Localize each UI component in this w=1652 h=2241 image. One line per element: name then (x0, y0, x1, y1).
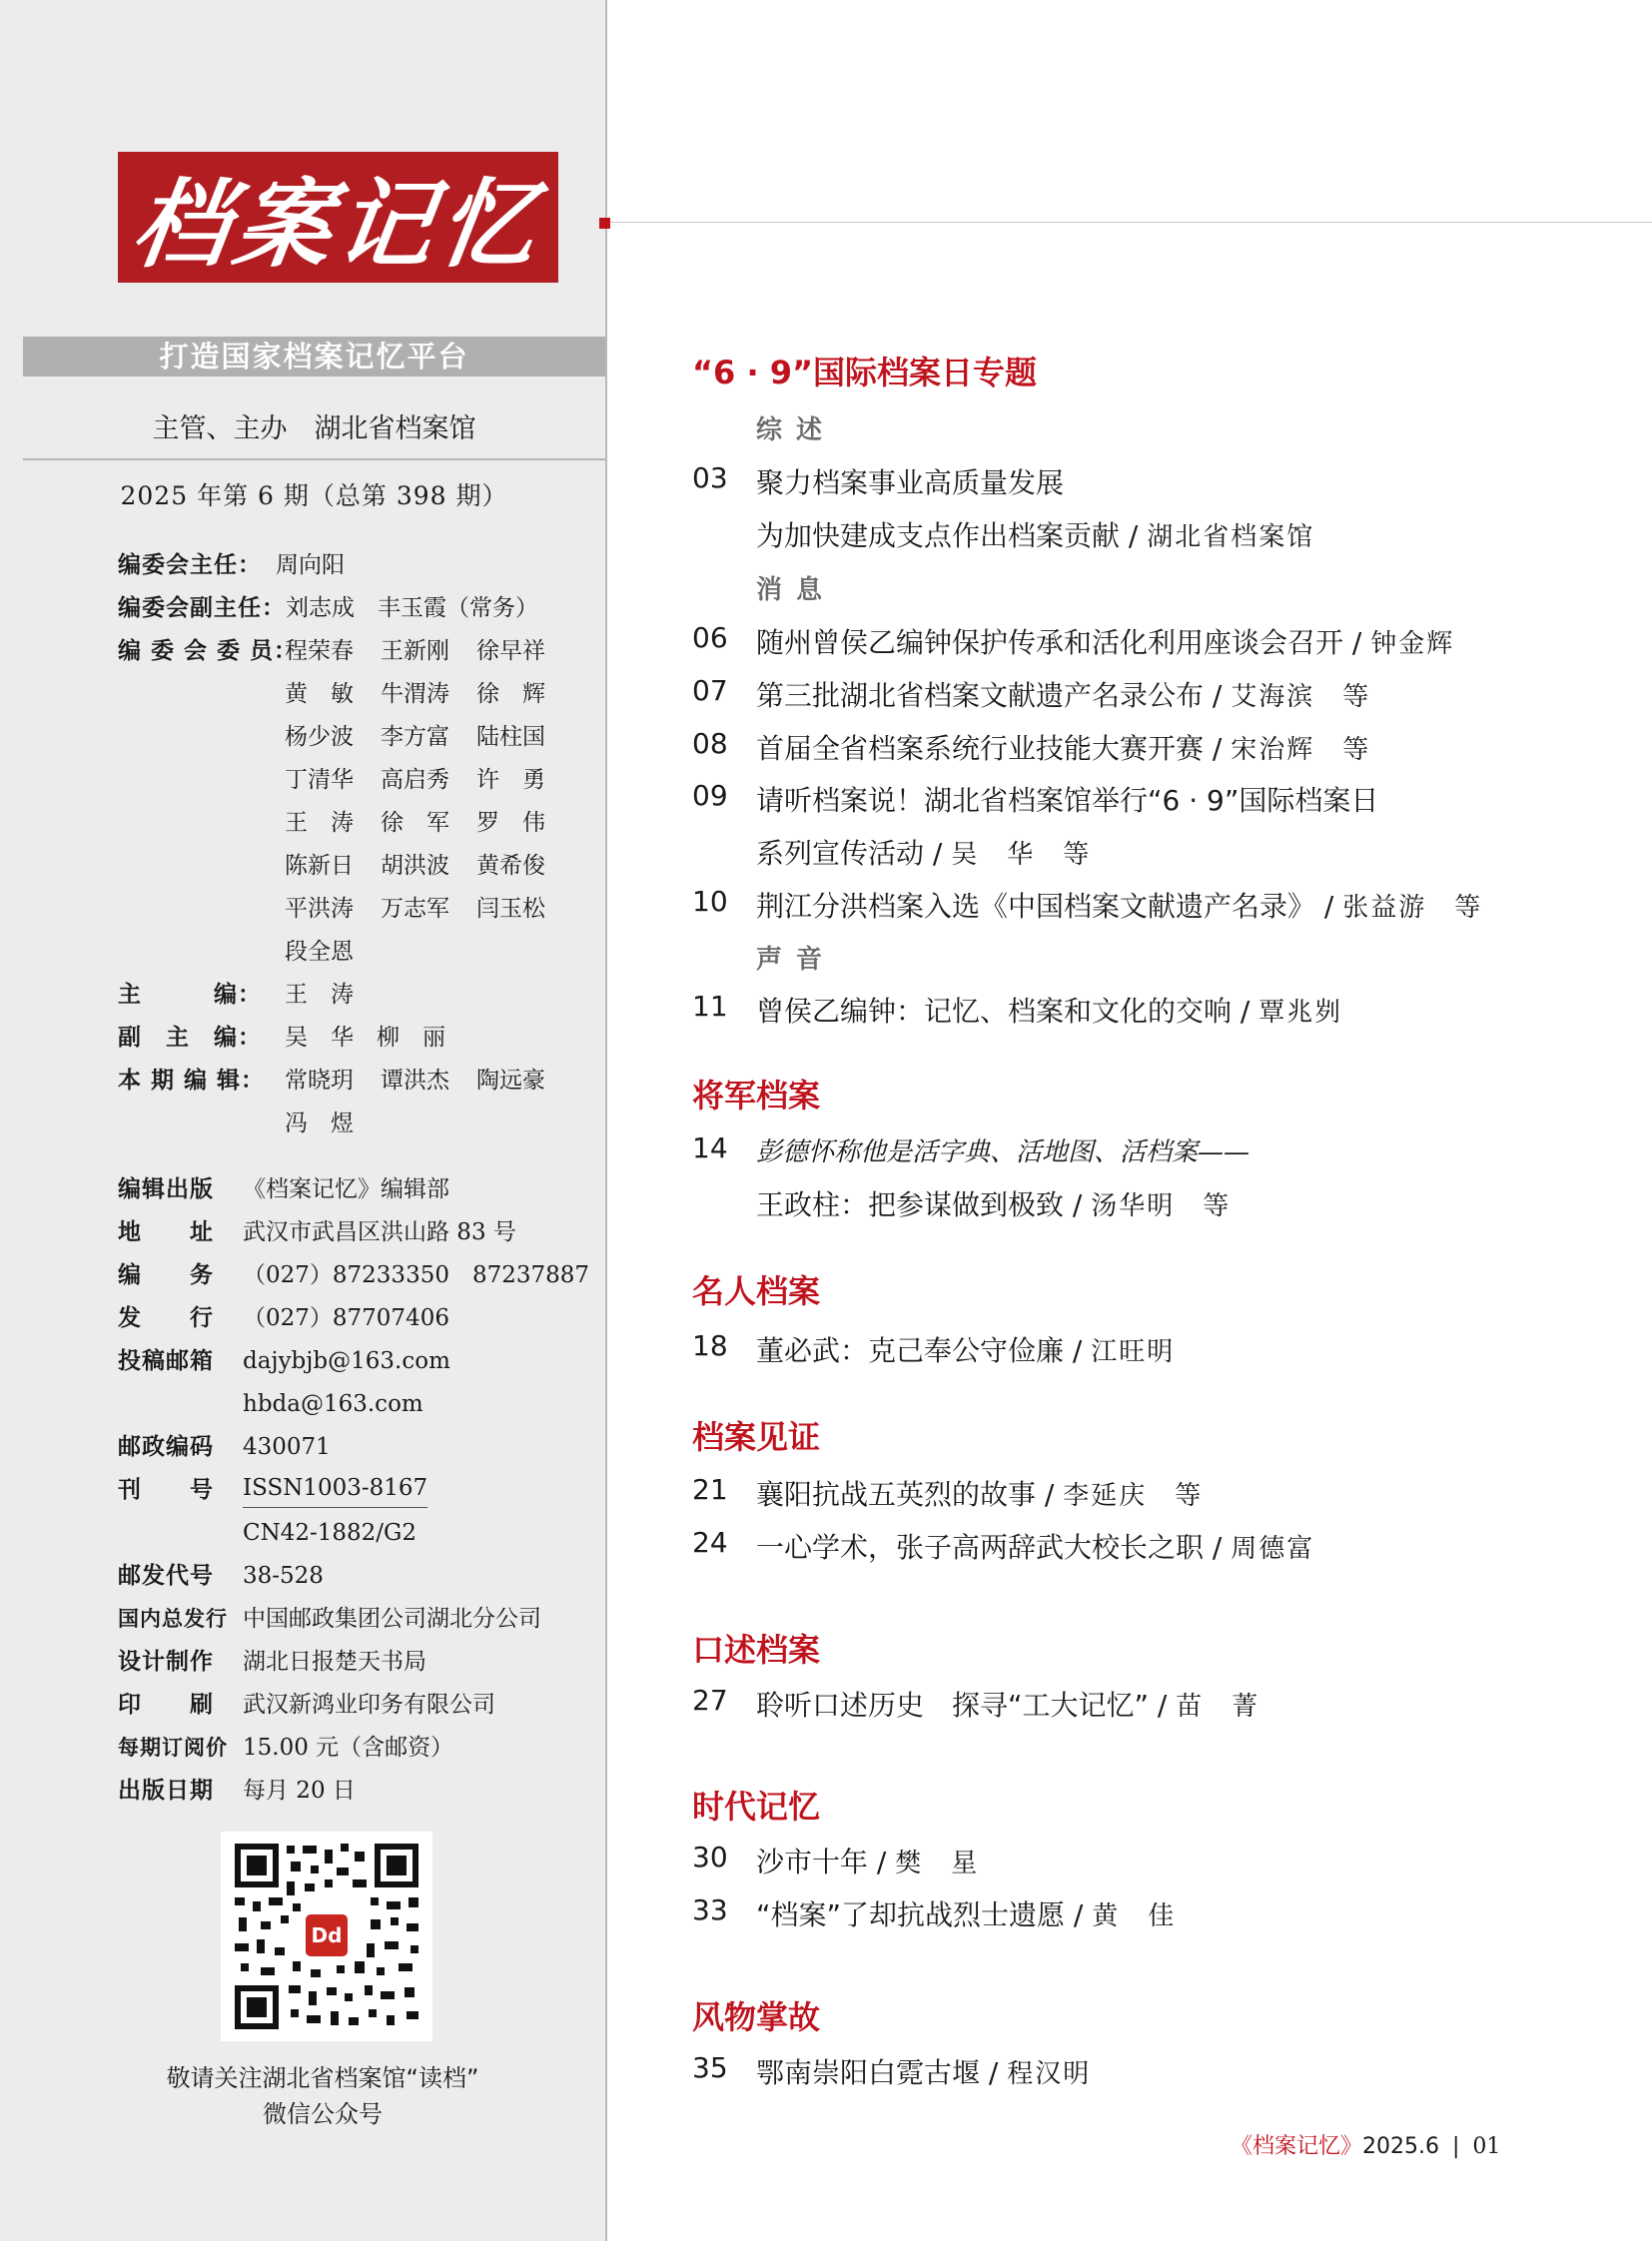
member-name: 平洪涛 (285, 896, 354, 922)
member-name: 高启秀 (381, 767, 449, 793)
toc-subsection: 消息 (756, 575, 837, 605)
toc-section-title: 时代记忆 (692, 1788, 821, 1826)
footer-magazine: 《档案记忆》 (1231, 2134, 1363, 2159)
issue-number: 2025 年第 6 期（总第 398 期） (120, 481, 508, 510)
member-name: 王新刚 (381, 638, 449, 664)
member-name: 罗 伟 (476, 810, 545, 836)
sponsor-divider (23, 458, 605, 460)
member-name: 徐早祥 (476, 638, 545, 664)
toc-section-title: 风物掌故 (692, 1998, 821, 2036)
footer-separator: | (1452, 2134, 1460, 2159)
member-name: 徐 辉 (476, 681, 545, 707)
header-rule (607, 222, 1652, 223)
editorial-members: 编 委 会 委 员： 程荣春 王新刚 徐早祥 黄 敏 牛渭涛 徐 辉 杨少波 李方富 陆柱国 丁清华 高启秀 许 勇 王 涛 徐 军 罗 伟 陈新日 胡洪波 黄希俊 平洪涛 万志军 闫玉松 段全恩 (118, 630, 587, 673)
member-name: 程荣春 (285, 638, 354, 664)
member-name: 王 涛 (285, 810, 354, 836)
member-name: 陈新日 (285, 853, 354, 879)
logo-text: 档案记忆 (125, 168, 549, 281)
footer-year: 2025.6 (1362, 2134, 1439, 2159)
footer-page-number: 01 (1472, 2134, 1501, 2159)
member-name: 许 勇 (476, 767, 545, 793)
toc-subsection: 综述 (756, 415, 837, 445)
editorial-issue-editors: 本 期 编 辑： 常晓玥 谭洪杰 陶远豪 冯 煜 (118, 1060, 587, 1103)
column-divider (605, 0, 607, 2241)
sponsor-line: 主管、主办 湖北省档案馆 (152, 413, 476, 444)
editor-name: 冯 煜 (285, 1111, 354, 1136)
toc-subsection: 声音 (756, 945, 837, 975)
member-name: 牛渭涛 (381, 681, 449, 707)
toc-section-title: 名人档案 (692, 1272, 821, 1310)
member-name: 徐 军 (381, 810, 449, 836)
member-name: 闫玉松 (476, 896, 545, 922)
member-name: 李方富 (381, 724, 449, 750)
slogan-banner: 打造国家档案记忆平台 (23, 337, 605, 376)
qr-code[interactable] (221, 1832, 432, 2041)
member-name: 万志军 (381, 896, 449, 922)
qr-caption: 敬请关注湖北省档案馆“读档” 微信公众号 (166, 2064, 479, 2128)
editor-name: 陶远豪 (476, 1068, 545, 1094)
toc-section-title: “6 · 9”国际档案日专题 (692, 354, 1038, 391)
toc-section-title: 口述档案 (692, 1631, 821, 1669)
qr-badge: Dd (311, 1923, 343, 1947)
member-name: 黄 敏 (285, 681, 354, 707)
magazine-logo (118, 152, 558, 283)
member-name: 段全恩 (285, 939, 354, 965)
red-marker (599, 218, 610, 229)
member-name: 胡洪波 (381, 853, 449, 879)
member-name: 黄希俊 (476, 853, 545, 879)
toc-section-title: 将军档案 (692, 1077, 821, 1115)
editor-name: 常晓玥 (285, 1068, 354, 1094)
toc-section-title: 档案见证 (692, 1418, 821, 1456)
member-name: 杨少波 (285, 724, 354, 750)
member-name: 丁清华 (285, 767, 354, 793)
editor-name: 谭洪杰 (381, 1068, 449, 1094)
page-footer (1231, 2129, 1500, 2160)
member-name: 陆柱国 (476, 724, 545, 750)
